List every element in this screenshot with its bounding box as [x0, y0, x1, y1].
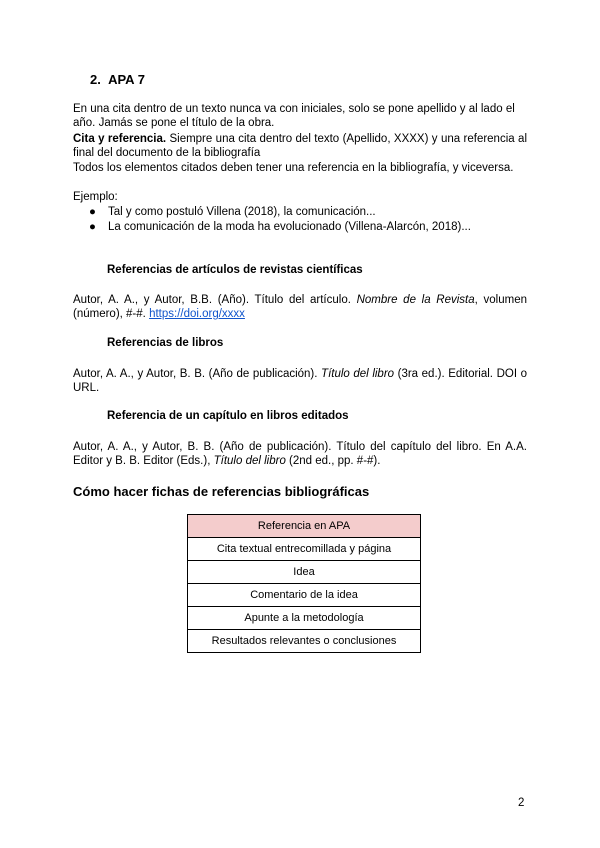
- reference-chapter: Autor, A. A., y Autor, B. B. (Año de publicación). Título del capítulo del libro. En A.A. Editor y B. B. Editor (Eds.), Título del libro (2nd ed., pp. #-#).: [73, 441, 527, 467]
- list-item: ● Tal y como postuló Villena (2018), la comunicación...: [89, 206, 376, 218]
- table-row: [188, 607, 421, 630]
- table-row: [188, 630, 421, 653]
- book-title: Título del libro: [213, 455, 286, 467]
- cita-referencia-text: Siempre una cita dentro del texto (Apellido, XXXX) y una referencia al final del documento de la bibliografía: [73, 133, 527, 159]
- list-item: ● La comunicación de la moda ha evolucionado (Villena-Alarcón, 2018)...: [89, 221, 471, 233]
- book-title: Título del libro: [321, 368, 395, 380]
- table-row: [188, 561, 421, 584]
- table-cell: Resultados relevantes o conclusiones: [188, 630, 421, 653]
- table-cell-header: Referencia en APA: [188, 515, 421, 538]
- example-list: [73, 205, 471, 235]
- elements-cited-paragraph: Todos los elementos citados deben tener una referencia en la bibliografía, y viceversa.: [73, 162, 514, 174]
- fichas-heading: Cómo hacer fichas de referencias bibliográficas: [73, 484, 370, 499]
- fichas-table: [187, 514, 421, 653]
- table-row: [188, 515, 421, 538]
- page-number: 2: [518, 797, 525, 809]
- table-row: [188, 538, 421, 561]
- cita-referencia-paragraph: [73, 132, 527, 160]
- reference-books: Autor, A. A., y Autor, B. B. (Año de publicación). Título del libro (3ra ed.). Editorial. DOI o URL.: [73, 368, 527, 394]
- table-cell: Apunte a la metodología: [188, 607, 421, 630]
- cita-referencia-label: Cita y referencia.: [73, 133, 167, 145]
- bullet-icon: ●: [89, 221, 96, 233]
- subheading-books: Referencias de libros: [107, 337, 224, 349]
- table-cell: Comentario de la idea: [188, 584, 421, 607]
- example-label: Ejemplo:: [73, 191, 118, 203]
- section-heading: [90, 72, 145, 87]
- table-cell: Cita textual entrecomillada y página: [188, 538, 421, 561]
- doi-link[interactable]: https://doi.org/xxxx: [149, 308, 245, 320]
- bullet-icon: ●: [89, 206, 96, 218]
- table-cell: Idea: [188, 561, 421, 584]
- subheading-chapter: Referencia de un capítulo en libros editados: [107, 410, 349, 422]
- section-number: 2.: [90, 72, 101, 87]
- intro-paragraph: En una cita dentro de un texto nunca va con iniciales, solo se pone apellido y al lado el año. Jamás se pone el título de la obra.: [73, 103, 515, 129]
- journal-name: Nombre de la Revista: [356, 294, 475, 306]
- table-row: [188, 584, 421, 607]
- subheading-articles: Referencias de artículos de revistas científicas: [107, 264, 363, 276]
- reference-articles: Autor, A. A., y Autor, B.B. (Año). Título del artículo. Nombre de la Revista, volumen (número), #-#. https://doi.org/xxxx: [73, 294, 528, 320]
- section-title: APA 7: [108, 72, 145, 87]
